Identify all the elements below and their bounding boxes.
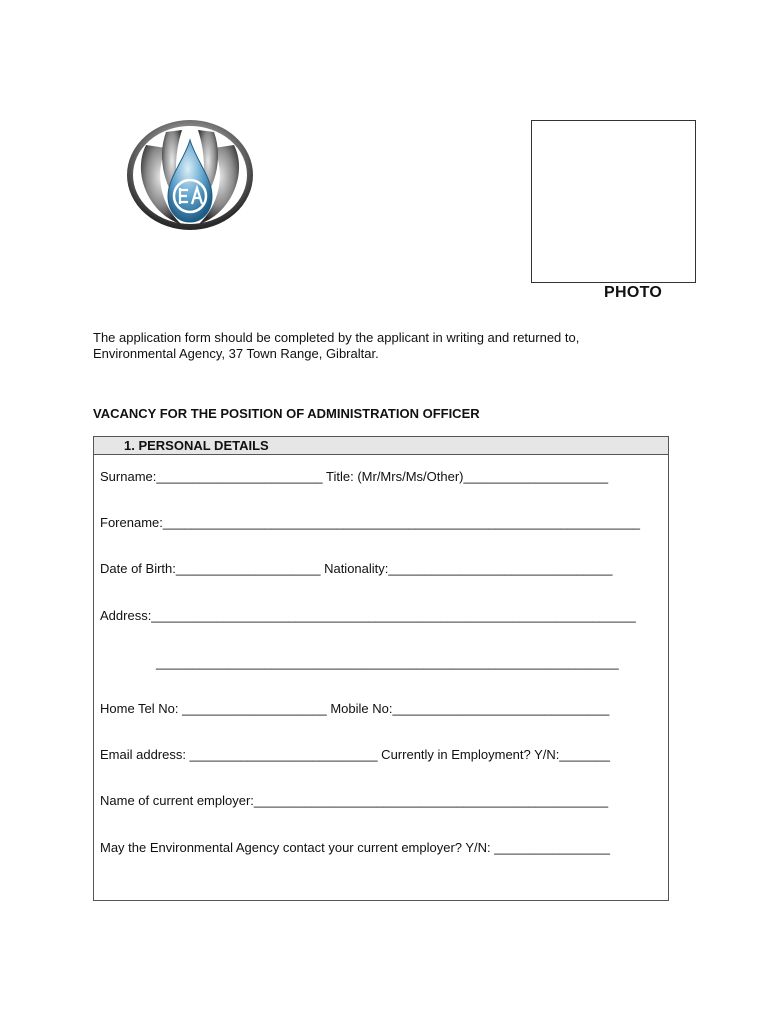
surname-title-field[interactable]: Surname:_______________________ Title: (Mr/Mrs/Ms/Other)____________________ — [100, 469, 609, 484]
vacancy-title: VACANCY FOR THE POSITION OF ADMINISTRATION OFFICER — [93, 406, 480, 421]
personal-details-section — [93, 436, 669, 901]
section-header: 1. PERSONAL DETAILS — [94, 437, 668, 455]
intro-line-1: The application form should be completed by the applicant in writing and returned to, — [93, 330, 580, 345]
address-field[interactable]: Address:___________________________________________________________________ — [100, 608, 636, 623]
address-continuation-field[interactable]: ________________________________________________________________ — [156, 655, 619, 670]
forename-field[interactable]: Forename:__________________________________________________________________ — [100, 515, 641, 530]
contact-employer-field[interactable]: May the Environmental Agency contact your current employer? Y/N: ________________ — [100, 840, 610, 855]
intro-line-2: Environmental Agency, 37 Town Range, Gibraltar. — [93, 346, 379, 361]
environmental-agency-logo — [126, 120, 254, 230]
current-employer-field[interactable]: Name of current employer:_________________________________________________ — [100, 793, 609, 808]
intro-text — [93, 330, 579, 362]
photo-box — [531, 120, 696, 283]
telephone-field[interactable]: Home Tel No: ____________________ Mobile No:______________________________ — [100, 701, 610, 716]
email-employment-field[interactable]: Email address: __________________________ Currently in Employment? Y/N:_______ — [100, 747, 611, 762]
dob-nationality-field[interactable]: Date of Birth:____________________ Nationality:_______________________________ — [100, 561, 613, 576]
photo-label: PHOTO — [604, 284, 663, 301]
